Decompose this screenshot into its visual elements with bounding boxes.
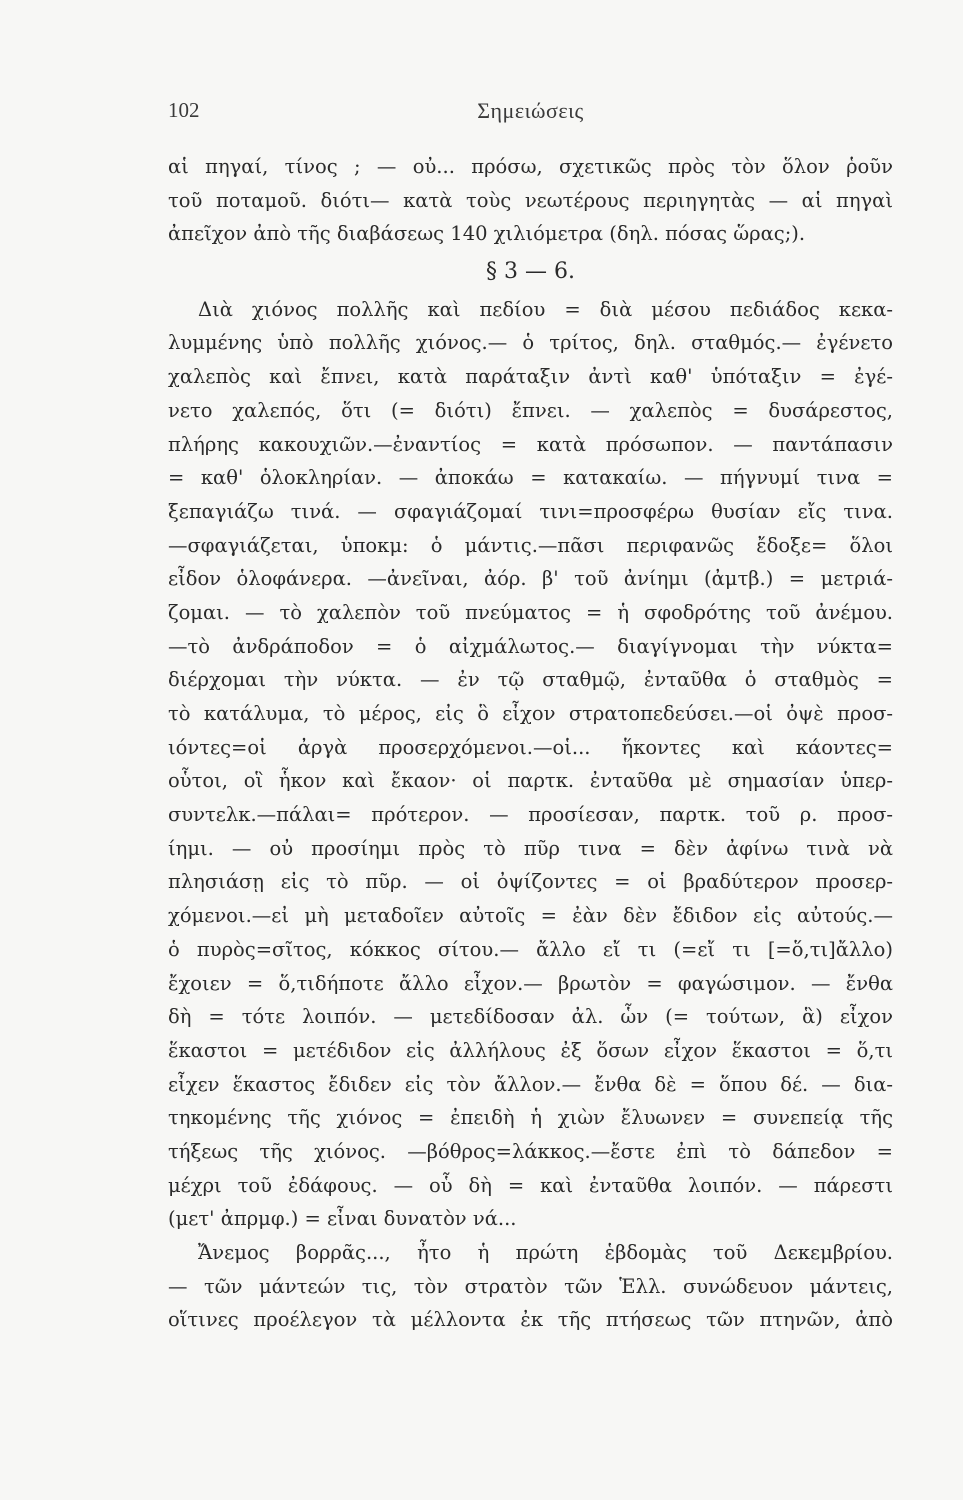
text-body — [168, 150, 893, 1337]
text-line: ἔχοιεν = ὅ,τιδήποτε ἄλλο εἶχον.— βρωτὸν = φαγώσιμον. — ἔνθα — [168, 971, 893, 995]
text-line: τὸ κατάλυμα, τὸ μέρος, εἰς ὃ εἶχον στρατοπεδεύσει.—οἱ ὀψὲ προσ- — [168, 702, 893, 725]
text-line: τηκομένης τῆς χιόνος = ἐπειδὴ ἡ χιὼν ἔλυωνεν = συνεπείᾳ τῆς — [168, 1106, 893, 1130]
text-line: συντελκ.—πάλαι= πρότερον. — προσίεσαν, παρτκ. τοῦ ρ. προσ- — [168, 803, 893, 827]
text-line: τοῦ ποταμοῦ. διότι— κατὰ τοὺς νεωτέρους περιηγητὰς — αἱ πηγαὶ — [168, 188, 893, 212]
text-line: εἶχεν ἕκαστος ἔδιδεν εἰς τὸν ἄλλον.— ἔνθα δὲ = ὅπου δέ. — δια- — [168, 1072, 893, 1096]
text-line: τήξεως τῆς χιόνος. —βόθρος=λάκκος.—ἔστε ἐπὶ τὸ δάπεδον = — [168, 1139, 893, 1163]
text-line: διέρχομαι τὴν νύκτα. — ἐν τῷ σταθμῷ, ἐνταῦθα ὁ σταθμὸς = — [168, 668, 893, 692]
text-line: = καθ' ὁλοκληρίαν. — ἀποκάω = κατακαίω. — πήγνυμί τινα = — [168, 466, 893, 490]
text-line: πλησιάσῃ εἰς τὸ πῦρ. — οἱ ὀψίζοντες = οἱ βραδύτερον προσερ- — [168, 870, 893, 894]
text-line: ζομαι. — τὸ χαλεπὸν τοῦ πνεύματος = ἡ σφοδρότης τοῦ ἀνέμου. — [168, 600, 893, 624]
text-line: Ἄνεμος βορρᾶς..., ἦτο ἡ πρώτη ἑβδομὰς τοῦ Δεκεμβρίου. — [198, 1241, 893, 1264]
text-line: ἀπεῖχον ἀπὸ τῆς διαβάσεως 140 χιλιόμετρα (δηλ. πόσας ὥρας;). — [168, 222, 806, 246]
paragraph-continuation — [168, 150, 893, 251]
text-line: αἱ πηγαί, τίνος ; — οὐ... πρόσω, σχετικῶς πρὸς τὸν ὅλον ῥοῦν — [168, 155, 893, 178]
text-line: ιόντες=οἱ ἀργὰ προσερχόμενοι.—οἱ... ἥκοντες καὶ κάοντες= — [168, 735, 893, 759]
running-title: Σημειώσεις — [477, 98, 584, 123]
text-line: δὴ = τότε λοιπόν. — μετεδίδοσαν ἀλ. ὧν (= τούτων, ἃ) εἶχον — [168, 1005, 893, 1029]
text-line: Διὰ χιόνος πολλῆς καὶ πεδίου = διὰ μέσου πεδιάδος κεκα- — [198, 297, 893, 321]
text-line: χόμενοι.—εἰ μὴ μεταδοῖεν αὐτοῖς = ἐὰν δὲν ἔδιδον εἰς αὐτούς.— — [168, 904, 893, 928]
paragraph-next — [168, 1236, 893, 1337]
text-line: μέχρι τοῦ ἐδάφους. — οὗ δὴ = καὶ ἐνταῦθα λοιπόν. — πάρεστι — [168, 1173, 893, 1197]
text-line: λυμμένης ὑπὸ πολλῆς χιόνος.— ὁ τρίτος, δηλ. σταθμός.— ἐγένετο — [168, 331, 893, 355]
paragraph-notes — [168, 293, 893, 1236]
text-line: ίημι. — οὐ προσίημι πρὸς τὸ πῦρ τινα = δὲν ἀφίνω τινὰ νὰ — [168, 836, 893, 860]
text-line: πλήρης κακουχιῶν.—ἐναντίος = κατὰ πρόσωπον. — παντάπασιν — [168, 432, 893, 456]
text-line: νετο χαλεπός, ὅτι (= διότι) ἔπνει. — χαλεπὸς = δυσάρεστος, — [168, 398, 893, 422]
text-line: —τὸ ἀνδράποδον = ὁ αἰχμάλωτος.— διαγίγνομαι τὴν νύκτα= — [168, 634, 893, 658]
text-line: εἶδον ὁλοφάνερα. —ἀνεῖναι, ἀόρ. β' τοῦ ἀνίημι (ἀμτβ.) = μετριά- — [168, 567, 893, 591]
text-line: οὗτοι, οἳ ἧκον καὶ ἔκαον· οἱ παρτκ. ἐνταῦθα μὲ σημασίαν ὑπερ- — [168, 769, 893, 793]
page-number: 102 — [168, 98, 200, 122]
text-line: — τῶν μάντεών τις, τὸν στρατὸν τῶν Ἑλλ. συνώδευον μάντεις, — [168, 1274, 893, 1298]
text-line: —σφαγιάζεται, ὑποκμ: ὁ μάντις.—πᾶσι περιφανῶς ἔδοξε= ὅλοι — [168, 533, 893, 557]
section-heading: § 3 — 6. — [486, 259, 575, 285]
text-line: (μετ' ἀπρμφ.) = εἶναι δυνατὸν νά... — [168, 1207, 517, 1231]
text-line: οἵτινες προέλεγον τὰ μέλλοντα ἐκ τῆς πτήσεως τῶν πτηνῶν, ἀπὸ — [168, 1308, 893, 1332]
text-line: ὁ πυρὸς=σῖτος, κόκκος σίτου.— ἄλλο εἴ τι (=εἴ τι [=ὅ,τι]ἄλλο) — [168, 937, 893, 961]
text-line: χαλεπὸς καὶ ἔπνει, κατὰ παράταξιν ἀντὶ καθ' ὑπόταξιν = ἐγέ- — [168, 365, 893, 389]
text-line: ἕκαστοι = μετέδιδον εἰς ἀλλήλους ἐξ ὅσων εἶχον ἕκαστοι = ὅ,τι — [168, 1038, 893, 1062]
running-head — [168, 98, 893, 134]
text-line: ξεπαγιάζω τινά. — σφαγιάζομαί τινι=προσφέρω θυσίαν εἴς τινα. — [168, 499, 893, 523]
